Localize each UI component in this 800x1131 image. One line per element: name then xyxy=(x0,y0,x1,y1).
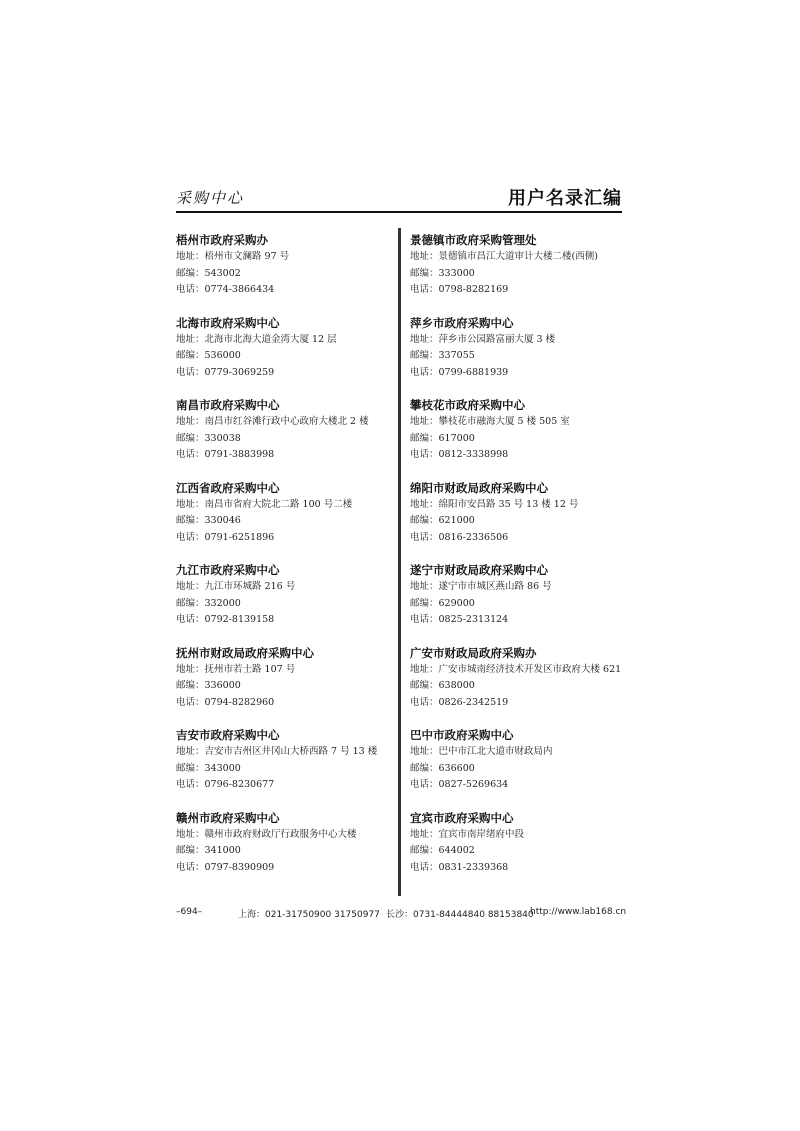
entry-address: 地址：萍乡市公园路富丽大厦 3 楼 xyxy=(410,333,556,345)
entry-postcode: 邮编：638000 xyxy=(410,680,475,691)
entry-postcode: 邮编：636600 xyxy=(410,762,475,774)
entry-phone: 电话：0791-6251896 xyxy=(176,531,275,543)
entry-postcode: 邮编：343000 xyxy=(176,762,241,774)
directory-entry xyxy=(410,810,634,893)
entry-postcode: 邮编：621000 xyxy=(410,515,475,526)
right-column xyxy=(410,232,634,892)
directory-entry xyxy=(410,480,634,563)
entry-phone: 电话：0774-3866434 xyxy=(176,284,275,295)
entry-name: 吉安市政府采购中心 xyxy=(176,728,280,742)
entry-name: 宜宾市政府采购中心 xyxy=(410,810,514,825)
page-number: –694– xyxy=(176,907,203,917)
entry-postcode: 邮编：644002 xyxy=(410,845,475,856)
entry-name: 北海市政府采购中心 xyxy=(176,315,280,330)
entry-address: 地址：攀枝花市融海大厦 5 楼 505 室 xyxy=(410,416,570,427)
directory-entry xyxy=(176,232,400,315)
entry-phone: 电话：0825-2313124 xyxy=(410,614,509,625)
directory-entry xyxy=(410,232,634,315)
entry-name: 攀枝花市政府采购中心 xyxy=(410,398,525,412)
entry-address: 地址：景德镇市昌江大道审计大楼二楼(西侧) xyxy=(410,251,598,262)
entry-postcode: 邮编：330046 xyxy=(176,515,241,526)
directory-entry xyxy=(176,315,400,398)
entry-postcode: 邮编：330038 xyxy=(176,432,241,444)
entry-phone: 电话：0792-8139158 xyxy=(176,614,275,625)
entry-phone: 电话：0799-6881939 xyxy=(410,366,509,378)
entry-phone: 电话：0816-2336506 xyxy=(410,531,509,543)
directory-entry xyxy=(176,397,400,480)
entry-postcode: 邮编：536000 xyxy=(176,350,241,361)
entry-name: 江西省政府采购中心 xyxy=(176,480,280,495)
header-divider xyxy=(176,211,622,213)
entry-address: 地址：南昌市红谷滩行政中心政府大楼北 2 楼 xyxy=(176,416,369,427)
entry-name: 赣州市政府采购中心 xyxy=(176,810,280,825)
entry-postcode: 邮编：336000 xyxy=(176,680,241,691)
directory-entry xyxy=(176,810,400,893)
entry-address: 地址：巴中市江北大道市财政局内 xyxy=(410,746,553,757)
directory-entry xyxy=(176,727,400,810)
entry-name: 巴中市政府采购中心 xyxy=(410,728,514,742)
directory-entry xyxy=(410,645,634,728)
entry-phone: 电话：0831-2339368 xyxy=(410,861,509,873)
entry-postcode: 邮编：629000 xyxy=(410,597,475,609)
left-column xyxy=(176,232,400,892)
entry-address: 地址：抚州市若士路 107 号 xyxy=(176,663,296,675)
entry-address: 地址：遂宁市市城区燕山路 86 号 xyxy=(410,581,552,592)
entry-address: 地址：南昌市省府大院北二路 100 号二楼 xyxy=(176,498,353,510)
entry-name: 绵阳市财政局政府采购中心 xyxy=(410,480,548,495)
entry-postcode: 邮编：617000 xyxy=(410,432,475,444)
directory-entry xyxy=(176,562,400,645)
directory-entry xyxy=(410,727,634,810)
entry-phone: 电话：0798-8282169 xyxy=(410,284,509,295)
entry-phone: 电话：0779-3069259 xyxy=(176,366,275,378)
section-title: 采购中心 xyxy=(176,189,245,207)
entry-name: 梧州市政府采购办 xyxy=(176,233,268,247)
entry-phone: 电话：0791-3883998 xyxy=(176,449,275,460)
entry-address: 地址：九江市环城路 216 号 xyxy=(176,581,296,592)
entry-name: 抚州市财政局政府采购中心 xyxy=(176,645,314,660)
entry-phone: 电话：0826-2342519 xyxy=(410,696,509,708)
entry-postcode: 邮编：543002 xyxy=(176,267,241,279)
entry-postcode: 邮编：341000 xyxy=(176,845,241,856)
entry-address: 地址：北海市北海大道金湾大厦 12 层 xyxy=(176,333,337,345)
changsha-contact: 长沙：0731-84444840 88153840 xyxy=(386,910,534,920)
entry-phone: 电话：0794-8282960 xyxy=(176,696,275,708)
directory-entry xyxy=(410,562,634,645)
entry-name: 萍乡市政府采购中心 xyxy=(410,315,514,330)
entry-name: 九江市政府采购中心 xyxy=(176,563,280,577)
entry-phone: 电话：0796-8230677 xyxy=(176,779,275,790)
entry-phone: 电话：0827-5269634 xyxy=(410,779,509,790)
shanghai-contact: 上海：021-31750900 31750977 xyxy=(238,910,380,920)
entry-address: 地址：梧州市文澜路 97 号 xyxy=(176,251,290,262)
website-link[interactable]: http://www.lab168.cn xyxy=(530,907,627,917)
directory-entry xyxy=(410,315,634,398)
entry-name: 南昌市政府采购中心 xyxy=(176,398,280,412)
entry-postcode: 邮编：332000 xyxy=(176,597,241,609)
directory-entry xyxy=(176,480,400,563)
entry-postcode: 邮编：333000 xyxy=(410,267,475,279)
entry-phone: 电话：0797-8390909 xyxy=(176,861,275,873)
entry-postcode: 邮编：337055 xyxy=(410,350,475,361)
directory-entry xyxy=(410,397,634,480)
entry-phone: 电话：0812-3338998 xyxy=(410,449,509,460)
entry-name: 遂宁市财政局政府采购中心 xyxy=(410,563,548,577)
directory-entry xyxy=(176,645,400,728)
page-title: 用户名录汇编 xyxy=(508,188,622,209)
entry-address: 地址：吉安市吉州区井冈山大桥西路 7 号 13 楼 xyxy=(176,746,378,757)
column-divider xyxy=(398,228,401,896)
entry-address: 地址：绵阳市安昌路 35 号 13 楼 12 号 xyxy=(410,498,579,510)
entry-address: 地址：赣州市政府财政厅行政服务中心大楼 xyxy=(176,828,357,840)
entry-address: 地址：宜宾市南岸绪府中段 xyxy=(410,828,525,840)
entry-address: 地址：广安市城南经济技术开发区市政府大楼 621 xyxy=(410,663,622,675)
entry-name: 景德镇市政府采购管理处 xyxy=(410,233,537,247)
entry-name: 广安市财政局政府采购办 xyxy=(410,645,537,660)
